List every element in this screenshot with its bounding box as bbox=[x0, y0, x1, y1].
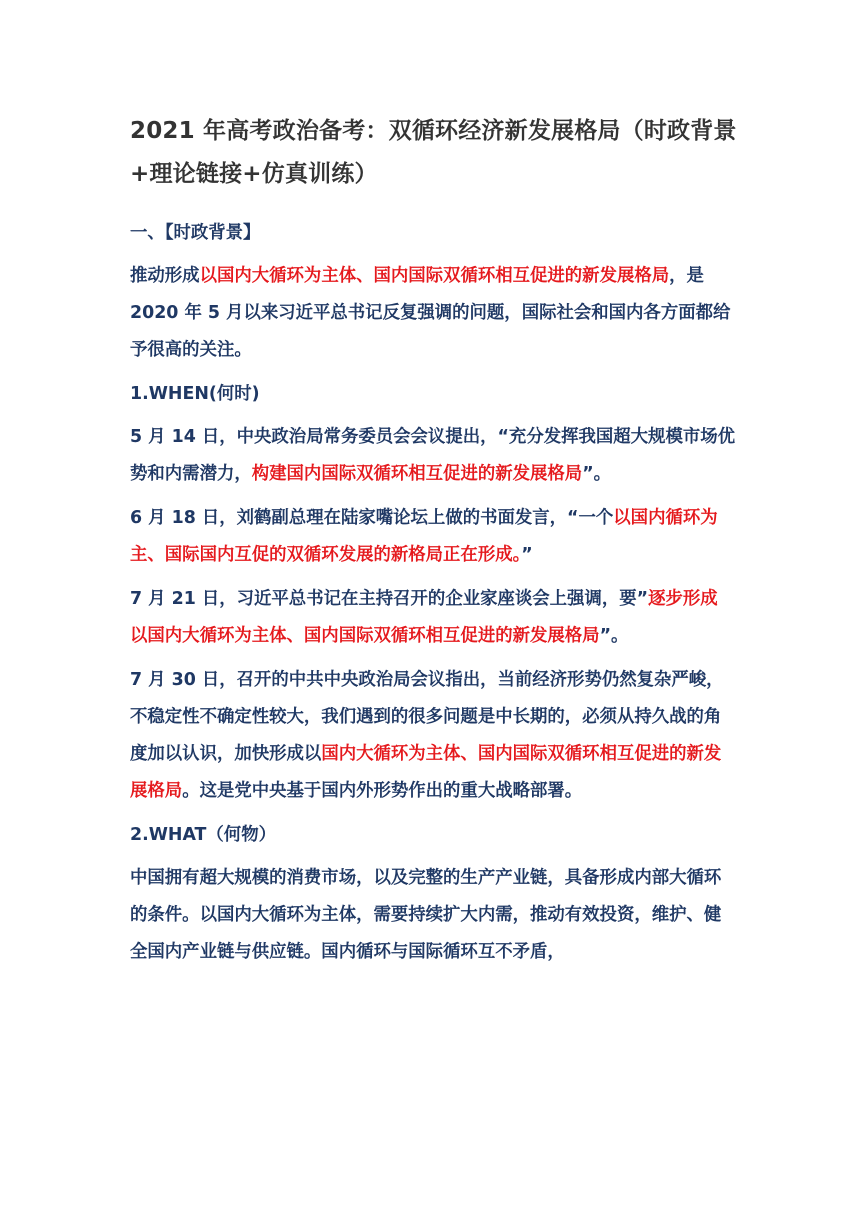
paragraph-jul21 bbox=[130, 581, 735, 655]
paragraph-jul30 bbox=[130, 662, 735, 810]
jul30-text-post: 。这是党中央基于国内外形势作出的重大战略部署。 bbox=[182, 781, 583, 801]
intro-text-pre: 推动形成 bbox=[130, 266, 200, 286]
document-title: 2021 年高考政治备考：双循环经济新发展格局（时政背景+理论链接+仿真训练） bbox=[130, 118, 737, 187]
jun18-highlight: 以国内循环为主、国际国内互促的双循环发展的新格局正在形成。 bbox=[130, 508, 718, 565]
paragraph-jun18 bbox=[130, 500, 735, 574]
intro-highlight: 以国内大循环为主体、国内国际双循环相互促进的新发展格局 bbox=[199, 266, 670, 286]
intro-text-post: ，是 2020 年 5 月以来习近平总书记反复强调的问题，国际社会和国内各方面都给予很高的关注。 bbox=[130, 266, 731, 360]
jul30-text-pre: 7 月 30 日，召开的中共中央政治局会议指出，当前经济形势仍然复杂严峻，不稳定性不确定性较大，我们遇到的很多问题是中长期的，必须从持久战的角度加以认识，加快形成以 bbox=[130, 670, 724, 764]
jul21-text-post: ”。 bbox=[599, 626, 629, 646]
jul21-text-pre: 7 月 21 日，习近平总书记在主持召开的企业家座谈会上强调，要” bbox=[130, 589, 649, 609]
subheading-when: 1.WHEN(何时) bbox=[130, 384, 260, 404]
document-body bbox=[130, 215, 735, 978]
paragraph-intro bbox=[130, 258, 735, 369]
jul21-highlight: 逐步形成以国内大循环为主体、国内国际双循环相互促进的新发展格局 bbox=[130, 589, 718, 646]
jun18-text-pre: 6 月 18 日，刘鹤副总理在陆家嘴论坛上做的书面发言，“一个 bbox=[130, 508, 614, 528]
may14-text-pre: 5 月 14 日，中央政治局常务委员会会议提出，“充分发挥我国超大规模市场优势和内需潜力， bbox=[130, 427, 736, 484]
may14-text-post: ”。 bbox=[582, 464, 612, 484]
paragraph-what: 中国拥有超大规模的消费市场，以及完整的生产产业链，具备形成内部大循环的条件。以国内大循环为主体，需要持续扩大内需，推动有效投资，维护、健全国内产业链与供应链。国内循环与国际循环互不矛盾， bbox=[130, 868, 722, 962]
section-heading-background: 一、【时政背景】 bbox=[130, 223, 261, 243]
may14-highlight: 构建国内国际双循环相互促进的新发展格局 bbox=[251, 464, 583, 484]
jun18-text-post: ” bbox=[521, 545, 533, 565]
subheading-what: 2.WHAT（何物） bbox=[130, 825, 276, 845]
paragraph-may14 bbox=[130, 419, 735, 493]
jul30-highlight: 国内大循环为主体、国内国际双循环相互促进的新发展格局 bbox=[130, 744, 722, 801]
